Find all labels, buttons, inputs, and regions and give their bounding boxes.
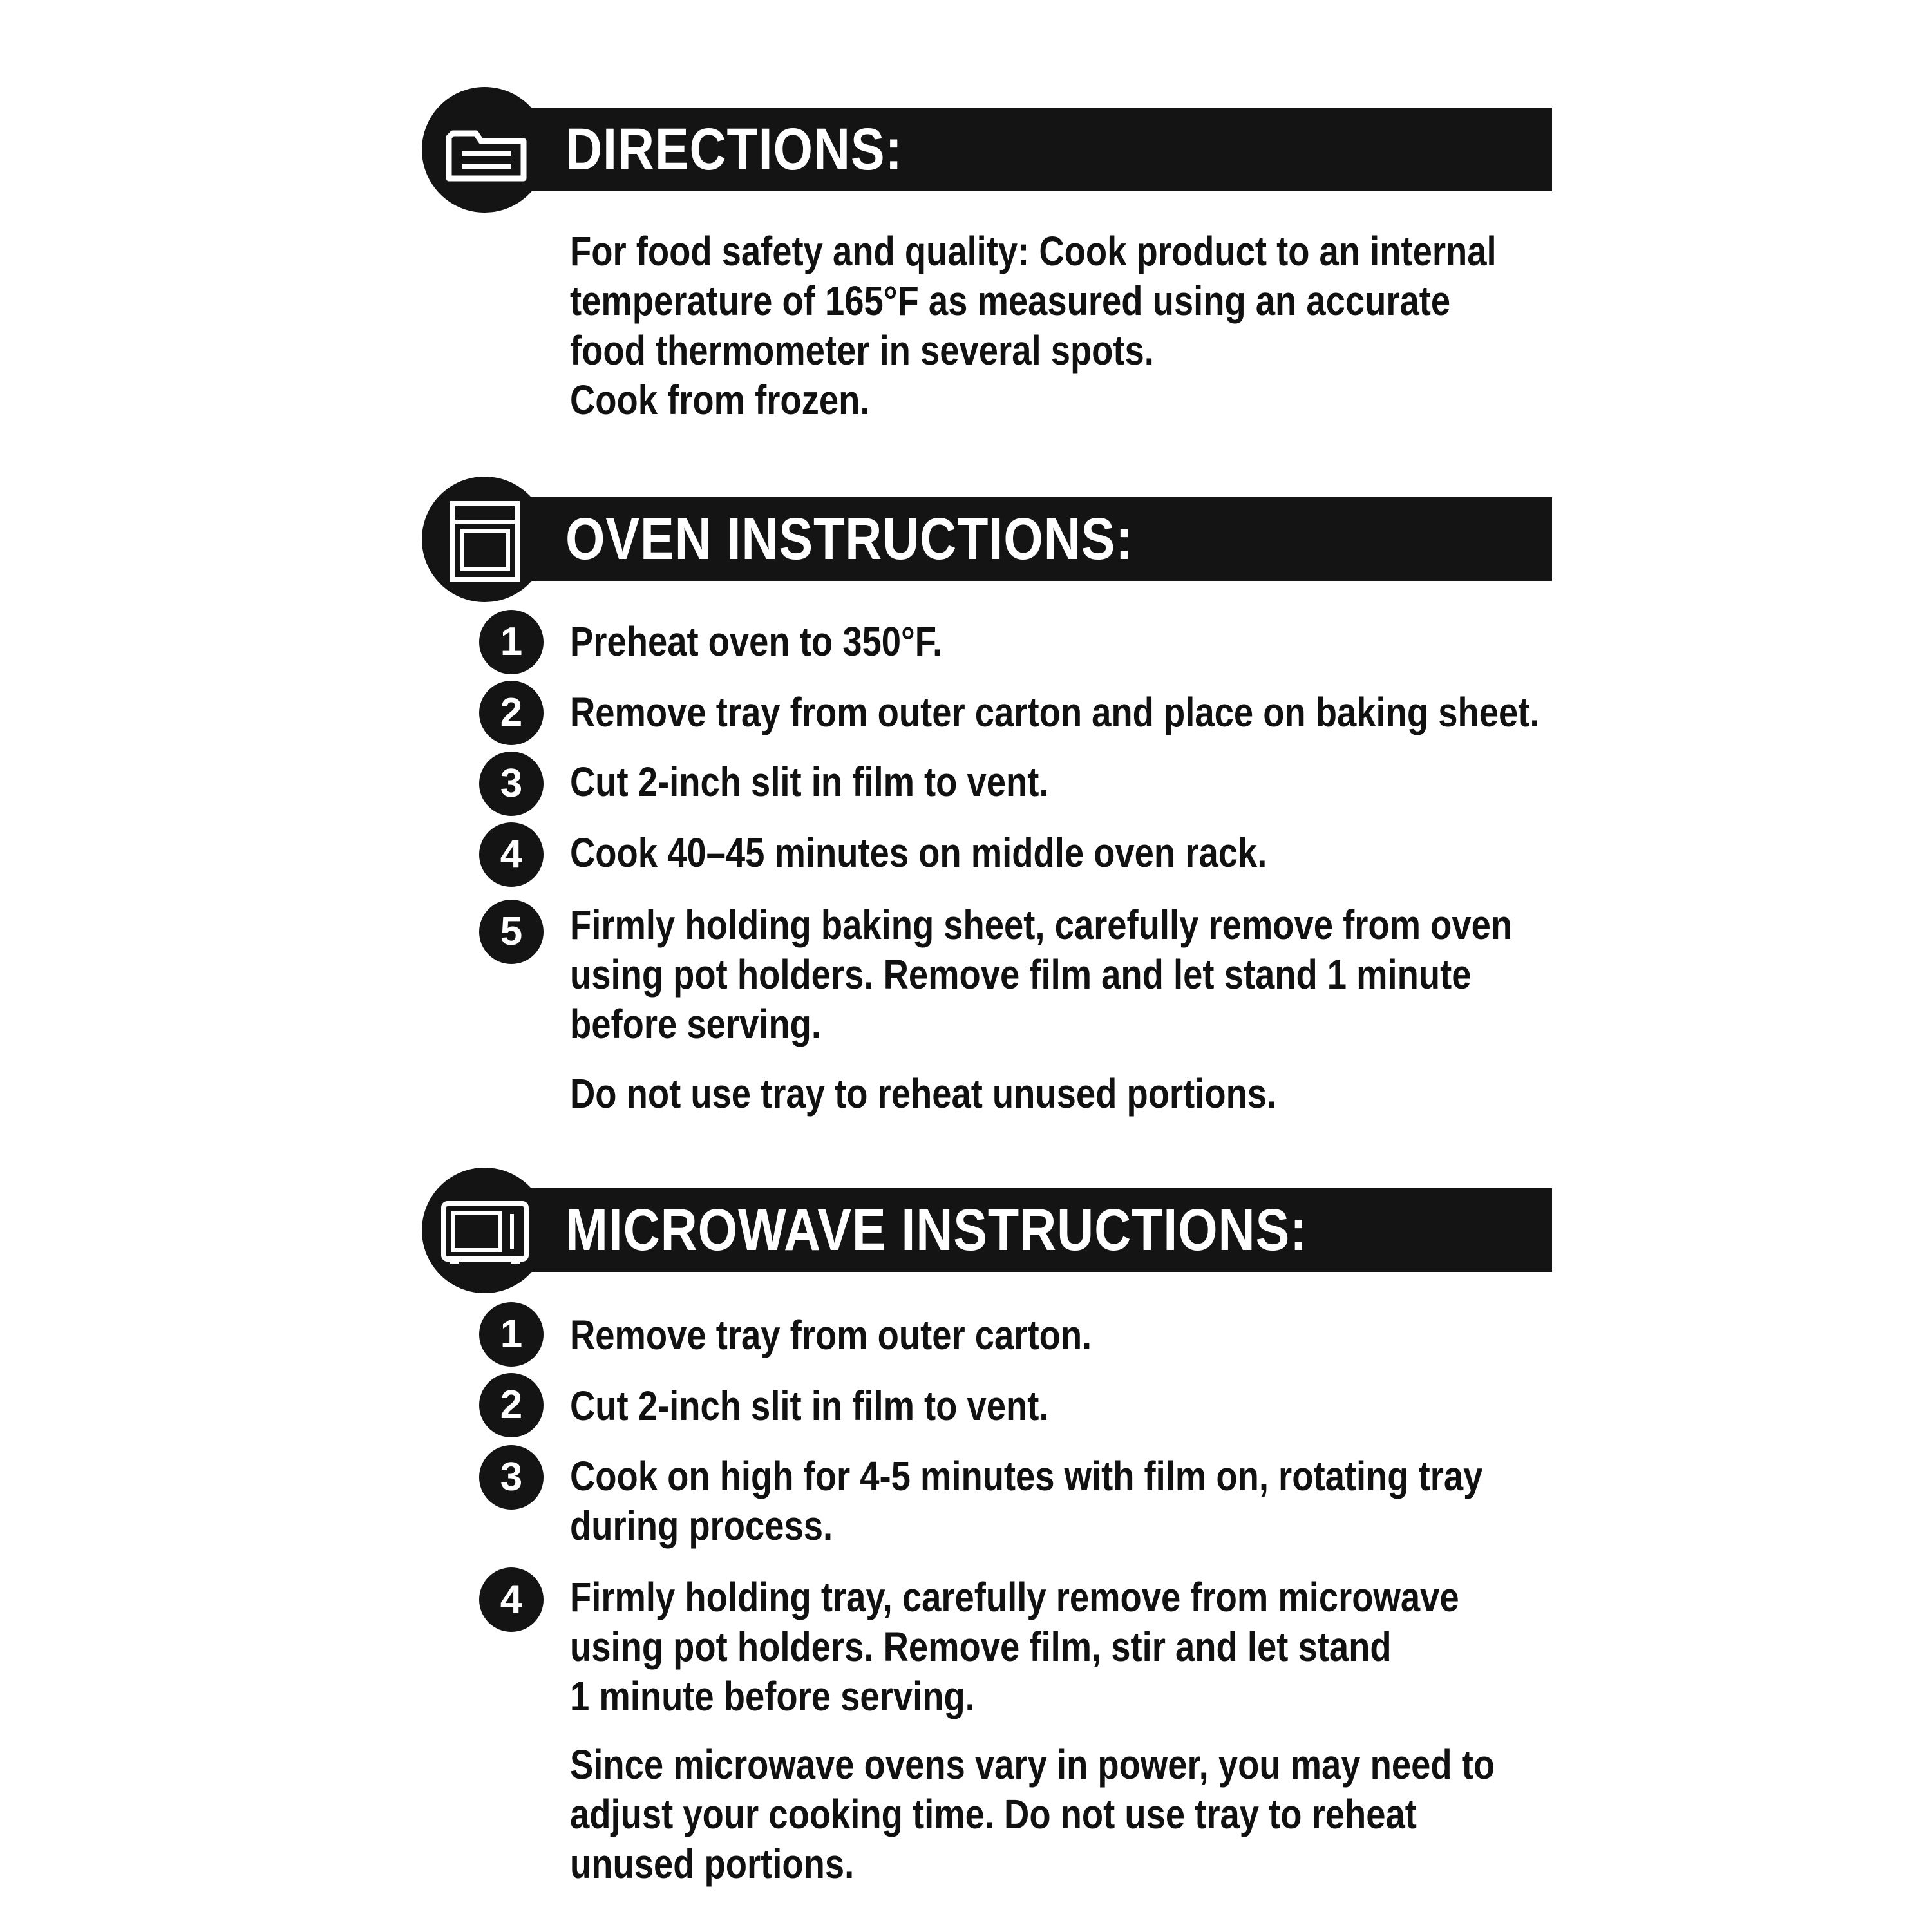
step-line: Remove tray from outer carton.: [570, 1312, 1092, 1358]
step-line: Cook on high for 4-5 minutes with film on, rotating tray: [570, 1453, 1483, 1499]
step-text: [570, 1452, 1482, 1551]
note-line: unused portions.: [570, 1841, 855, 1887]
step-line: Firmly holding baking sheet, carefully remove from oven: [570, 902, 1513, 948]
step-text: [570, 1311, 1092, 1360]
directions-title: DIRECTIONS:: [565, 117, 903, 182]
step-line: Cut 2-inch slit in film to vent.: [570, 1383, 1049, 1429]
microwave-icon: [422, 1168, 547, 1293]
step-text: [570, 1381, 1048, 1431]
step-text: [570, 828, 1267, 878]
step-line: Cut 2-inch slit in film to vent.: [570, 759, 1049, 805]
directions-body: [570, 227, 1497, 425]
note-line: Since microwave ovens vary in power, you may need to: [570, 1741, 1495, 1788]
step-number-badge: 1: [479, 1302, 544, 1367]
step-line: during process.: [570, 1502, 833, 1549]
microwave-note: [570, 1740, 1495, 1889]
note-line: adjust your cooking time. Do not use tray to reheat: [570, 1791, 1417, 1837]
oven-icon: [422, 477, 547, 602]
step-text: [570, 900, 1512, 1049]
step-number-badge: 2: [479, 681, 544, 745]
step-line: using pot holders. Remove film, stir and let stand: [570, 1624, 1392, 1670]
step-number-badge: 3: [479, 1445, 544, 1510]
step-line: before serving.: [570, 1001, 821, 1047]
oven-title: OVEN INSTRUCTIONS:: [565, 506, 1133, 572]
directions-line: For food safety and quality: Cook product to an internal: [570, 228, 1497, 274]
step-line: Cook 40–45 minutes on middle oven rack.: [570, 829, 1267, 876]
directions-line: temperature of 165°F as measured using an accurate: [570, 278, 1451, 324]
step-number-badge: 1: [479, 610, 544, 674]
step-line: using pot holders. Remove film and let stand 1 minute: [570, 951, 1472, 998]
directions-line: Cook from frozen.: [570, 377, 870, 423]
step-number-badge: 3: [479, 752, 544, 816]
step-number-badge: 2: [479, 1373, 544, 1437]
step-line: Preheat oven to 350°F.: [570, 618, 943, 665]
step-number-badge: 4: [479, 1567, 544, 1632]
step-text: [570, 1573, 1459, 1721]
step-line: Firmly holding tray, carefully remove from microwave: [570, 1574, 1459, 1620]
step-text: [570, 617, 942, 667]
directions-line: food thermometer in several spots.: [570, 327, 1154, 374]
step-line: 1 minute before serving.: [570, 1673, 975, 1719]
step-text: [570, 757, 1048, 807]
folder-icon: [422, 87, 547, 213]
microwave-title: MICROWAVE INSTRUCTIONS:: [565, 1197, 1308, 1263]
step-text: [570, 688, 1539, 737]
oven-note: Do not use tray to reheat unused portions.: [570, 1070, 1277, 1117]
step-number-badge: 4: [479, 822, 544, 887]
step-line: Remove tray from outer carton and place on baking sheet.: [570, 689, 1540, 735]
step-number-badge: 5: [479, 900, 544, 964]
